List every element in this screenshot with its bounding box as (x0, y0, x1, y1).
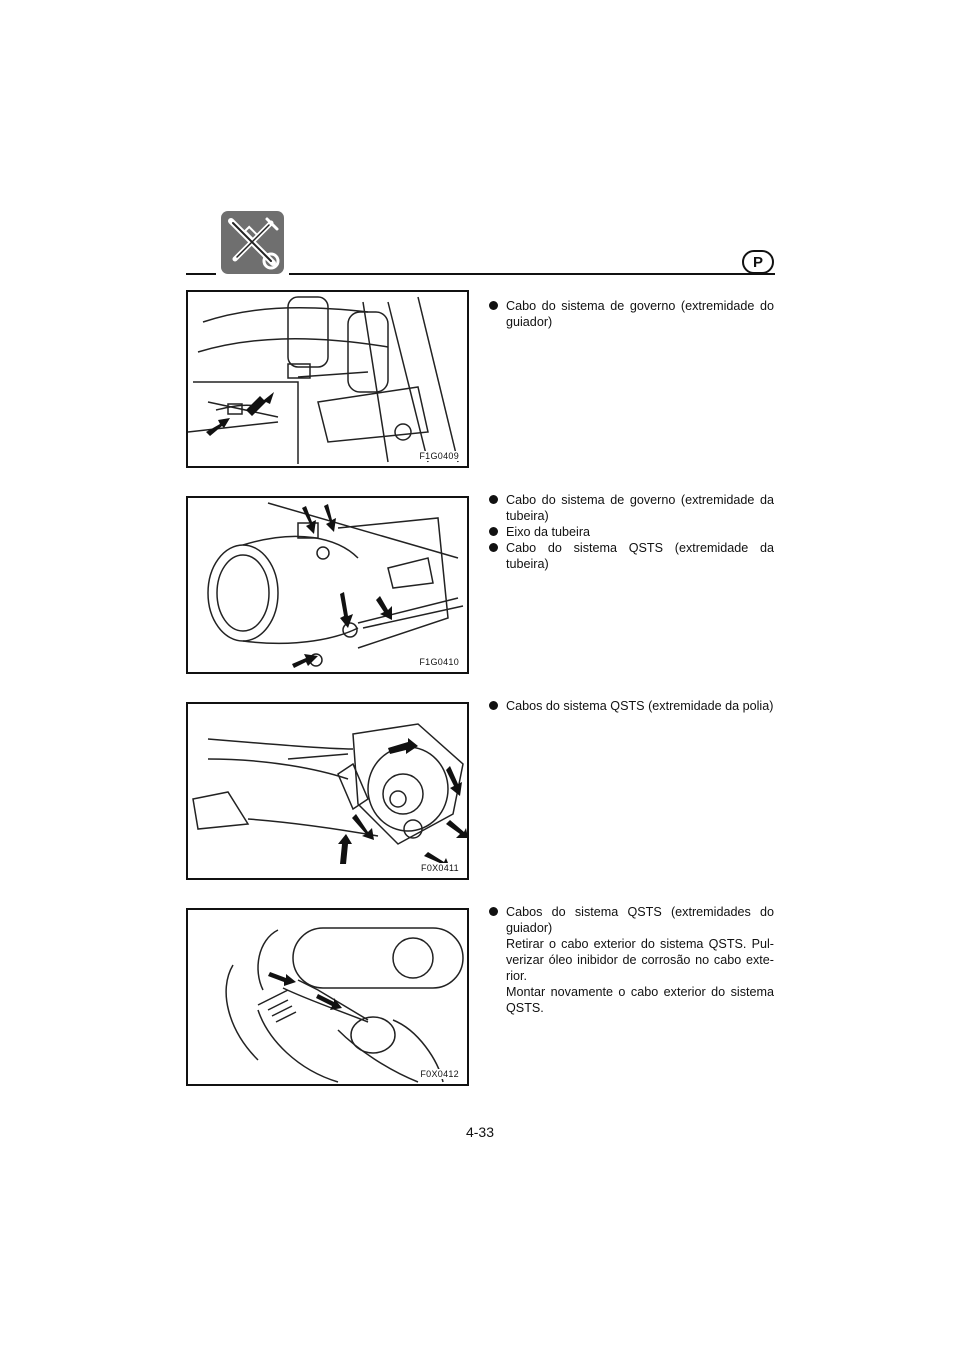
tools-icon (221, 211, 284, 274)
figure-qsts-cables-pulley-end (186, 702, 469, 880)
figure-code: F0X0412 (420, 1069, 459, 1079)
figure-code: F1G0409 (419, 451, 459, 461)
section-4-text (489, 904, 774, 1016)
figure-steering-cable-handlebar-end (186, 290, 469, 468)
bullet-item (489, 298, 774, 330)
instruction-paragraph: Montar novamente o cabo exterior do sistema QSTS. (506, 985, 774, 1015)
bullet-text: Cabo do sistema de governo (extremidade do guiador) (506, 299, 774, 329)
figure-code: F1G0410 (419, 657, 459, 667)
bullet-item (489, 524, 774, 540)
instruction-paragraph: Retirar o cabo exterior do sistema QSTS. Pul-verizar óleo inibidor de corrosão no cabo exte-rior. (506, 937, 774, 983)
bullet-item (489, 492, 774, 524)
bullet-icon (489, 907, 498, 916)
section-1-text (489, 298, 774, 330)
bullet-icon (489, 495, 498, 504)
figure-qsts-cables-handlebar-end (186, 908, 469, 1086)
bullet-item (489, 904, 774, 936)
bullet-text: Cabo do sistema de governo (extremidade da tubeira) (506, 493, 774, 523)
bullet-text: Cabo do sistema QSTS (extremidade da tubeira) (506, 541, 774, 571)
bullet-text: Cabos do sistema QSTS (extremidades do guiador) (506, 905, 774, 935)
section-3-text (489, 698, 774, 714)
bullet-icon (489, 701, 498, 710)
bullet-icon (489, 527, 498, 536)
header-rule-left (186, 273, 216, 275)
page-number: 4-33 (465, 1124, 495, 1140)
bullet-icon (489, 543, 498, 552)
bullet-icon (489, 301, 498, 310)
figure-steering-cable-nozzle-end (186, 496, 469, 674)
bullet-item (489, 698, 774, 714)
bullet-item (489, 540, 774, 572)
header-rule-right (289, 273, 775, 275)
section-2-text (489, 492, 774, 572)
bullet-text: Eixo da tubeira (506, 525, 591, 539)
figure-code: F0X0411 (421, 863, 459, 873)
language-badge: P (742, 250, 774, 274)
bullet-text: Cabos do sistema QSTS (extremidade da polia) (506, 699, 774, 713)
